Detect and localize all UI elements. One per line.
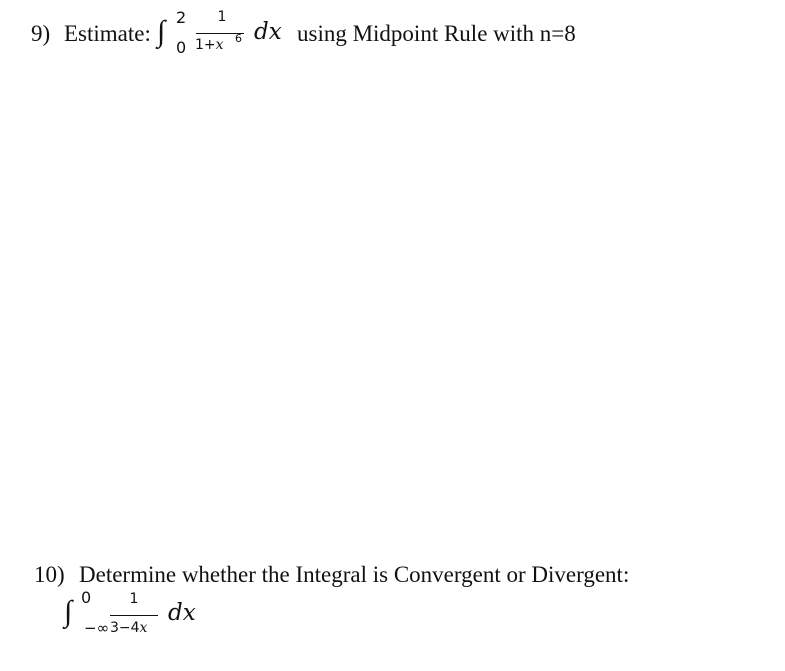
problem-10	[0, 540, 785, 660]
fraction-numerator: 1	[129, 591, 139, 607]
fraction-denominator	[110, 620, 147, 636]
integral-lower-limit: −∞	[84, 619, 110, 637]
integral-differential: dx	[168, 600, 196, 626]
denominator-constant: 1+	[195, 37, 216, 53]
problem-instruction: using Midpoint Rule with n=8	[297, 21, 576, 46]
integral-upper-limit: 0	[81, 588, 92, 607]
fraction-bar	[110, 615, 158, 616]
integral-sign: ∫	[64, 595, 73, 628]
problem-number: 9)	[31, 21, 51, 46]
integral-upper-limit: 2	[176, 8, 187, 27]
fraction-numerator: 1	[217, 9, 227, 25]
integral-differential: dx	[254, 19, 282, 45]
denominator-variable: x	[215, 37, 224, 53]
integral-lower-limit: 0	[176, 38, 187, 57]
fraction-denominator	[195, 37, 224, 53]
denominator-constant: 3−4	[110, 620, 140, 636]
denominator-variable: x	[139, 620, 148, 636]
integral-sign: ∫	[157, 15, 166, 48]
problem-prompt: Determine whether the Integral is Convergent or Divergent:	[79, 562, 630, 587]
problem-prompt: Estimate:	[64, 21, 151, 46]
problem-number: 10)	[34, 562, 65, 587]
denominator-exponent: 6	[235, 32, 242, 45]
problem-9	[0, 0, 785, 80]
